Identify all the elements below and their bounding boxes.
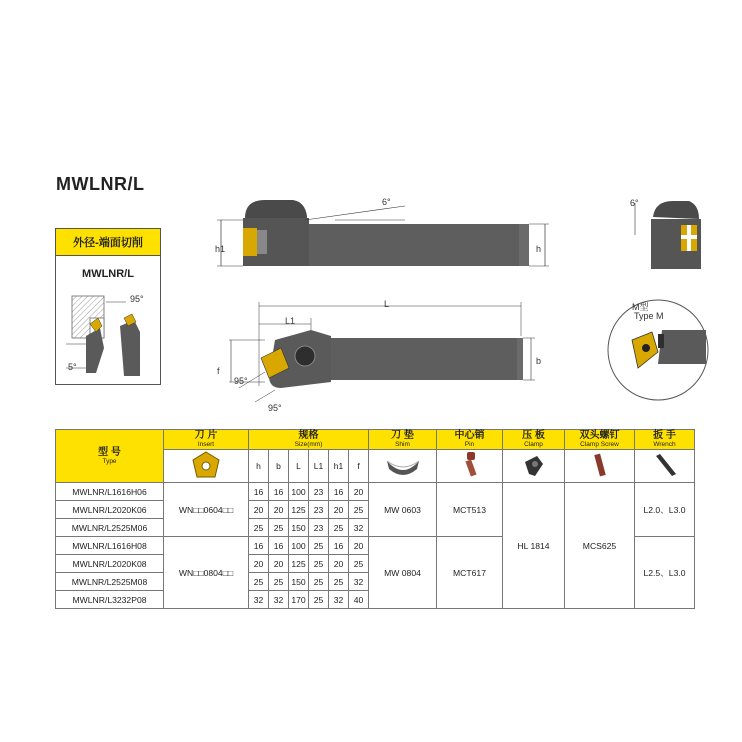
insert-group2: WN□□0804□□ bbox=[164, 537, 249, 609]
shim-group2: MW 0804 bbox=[369, 537, 437, 609]
L1-label: L1 bbox=[285, 316, 296, 326]
type-cn-label: M型 bbox=[632, 302, 649, 312]
type-en-label: Type M bbox=[634, 311, 664, 321]
size-col-b: b bbox=[269, 450, 289, 483]
table-row: MWLNR/L1616H06 WN□□0604□□ 16 16 100 23 16 20 MW 0603 MCT513 HL 1814 MCS625 L2.0、L3.0 bbox=[56, 483, 695, 501]
size-col-L: L bbox=[289, 450, 309, 483]
pin-group1: MCT513 bbox=[437, 483, 503, 537]
clamp-icon bbox=[503, 450, 565, 483]
angle-5-label: 5° bbox=[68, 362, 77, 372]
header-insert: 刀 片 Insert bbox=[164, 430, 249, 450]
h-label: h bbox=[536, 244, 542, 254]
category-label: 外径-端面切削 bbox=[56, 229, 160, 256]
insert-icon bbox=[164, 450, 249, 483]
header-shim: 刀 垫 Shim bbox=[369, 430, 437, 450]
tool-top-view bbox=[225, 296, 555, 416]
f-label: f bbox=[217, 366, 220, 376]
screw-icon bbox=[565, 450, 635, 483]
table-row: MWLNR/L2020K06 20 20 125 23 20 25 bbox=[56, 501, 695, 519]
h1-label: h1 bbox=[215, 244, 226, 254]
wrench-group2: L2.5、L3.0 bbox=[635, 537, 695, 609]
size-col-L1: L1 bbox=[309, 450, 329, 483]
top-angle-label: 6° bbox=[382, 197, 391, 207]
header-model: 型 号 Type bbox=[56, 430, 164, 483]
header-wrench: 扳 手 Wrench bbox=[635, 430, 695, 450]
table-row: MWLNR/L2525M08 25 25 150 25 25 32 bbox=[56, 573, 695, 591]
header-pin: 中心销 Pin bbox=[437, 430, 503, 450]
header-screw: 双头螺钉 Clamp Screw bbox=[565, 430, 635, 450]
header-size: 规格 Size(mm) bbox=[249, 430, 369, 450]
side-angle-label: 6° bbox=[630, 198, 639, 208]
category-model: MWLNR/L bbox=[82, 267, 134, 280]
b-label: b bbox=[536, 356, 542, 366]
pin-icon bbox=[437, 450, 503, 483]
spec-table bbox=[55, 429, 695, 609]
machining-schematic bbox=[55, 288, 161, 385]
wrench-icon bbox=[635, 450, 695, 483]
clamp-value: HL 1814 bbox=[503, 483, 565, 609]
screw-value: MCS625 bbox=[565, 483, 635, 609]
shim-group1: MW 0603 bbox=[369, 483, 437, 537]
table-row: MWLNR/L2020K08 20 20 125 25 20 25 bbox=[56, 555, 695, 573]
size-col-f: f bbox=[349, 450, 369, 483]
table-row: MWLNR/L1616H08 WN□□0804□□ 16 16 100 25 16 20 MW 0804 MCT617 L2.5、L3.0 bbox=[56, 537, 695, 555]
page-title: MWLNR/L bbox=[56, 174, 145, 194]
insert-group1: WN□□0604□□ bbox=[164, 483, 249, 537]
size-col-h1: h1 bbox=[329, 450, 349, 483]
size-col-h: h bbox=[249, 450, 269, 483]
table-row: MWLNR/L3232P08 32 32 170 25 32 40 bbox=[56, 591, 695, 609]
pin-group2: MCT617 bbox=[437, 537, 503, 609]
shim-icon bbox=[369, 450, 437, 483]
angle-95b-label: 95° bbox=[268, 403, 282, 413]
wrench-group1: L2.0、L3.0 bbox=[635, 483, 695, 537]
L-label: L bbox=[384, 299, 390, 309]
header-clamp: 压 板 Clamp bbox=[503, 430, 565, 450]
table-row: MWLNR/L2525M06 25 25 150 23 25 32 bbox=[56, 519, 695, 537]
angle-95a-label: 95° bbox=[234, 376, 248, 386]
category-card bbox=[55, 228, 161, 292]
angle-95-label: 95° bbox=[130, 294, 144, 304]
